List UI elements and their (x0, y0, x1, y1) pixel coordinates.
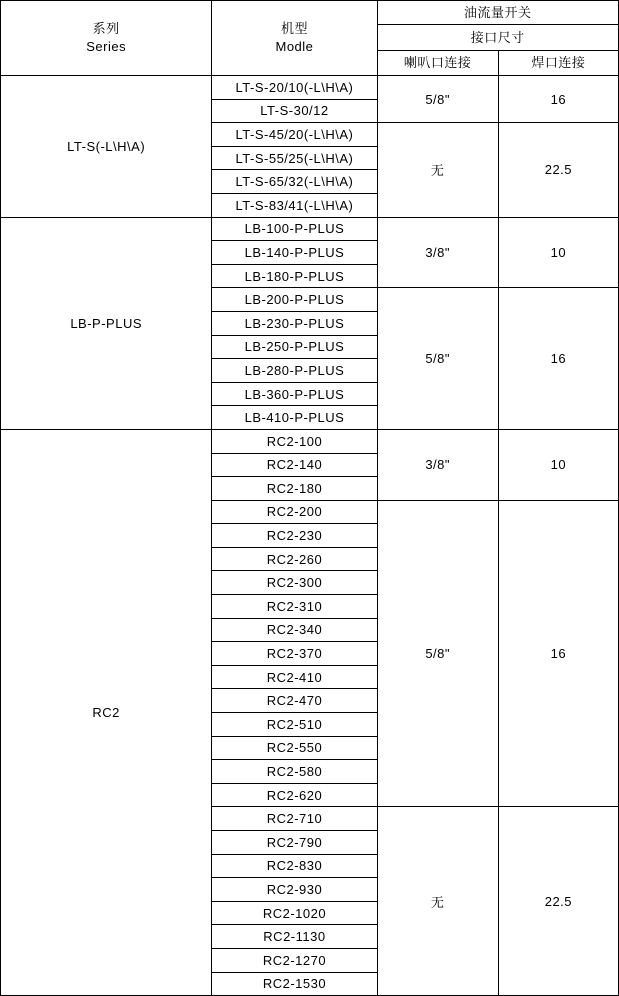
flare-value-cell: 5/8" (377, 76, 498, 123)
model-cell: LB-360-P-PLUS (212, 382, 377, 406)
model-cell: LB-200-P-PLUS (212, 288, 377, 312)
model-cell: LT-S-65/32(-L\H\A) (212, 170, 377, 194)
model-cell: LB-140-P-PLUS (212, 241, 377, 265)
header-model-cn: 机型 (280, 21, 308, 36)
model-cell: RC2-260 (212, 547, 377, 571)
model-cell: LB-230-P-PLUS (212, 311, 377, 335)
weld-value-cell: 16 (498, 500, 618, 807)
table-row (1, 76, 619, 100)
model-cell: LB-180-P-PLUS (212, 264, 377, 288)
header-model-en: Modle (275, 39, 314, 54)
flare-value-cell: 3/8" (377, 429, 498, 500)
model-cell: RC2-470 (212, 689, 377, 713)
model-cell: LB-280-P-PLUS (212, 359, 377, 383)
model-cell: RC2-140 (212, 453, 377, 477)
weld-value-cell: 16 (498, 288, 618, 430)
model-cell: RC2-410 (212, 665, 377, 689)
model-cell: LB-410-P-PLUS (212, 406, 377, 430)
weld-value-cell: 10 (498, 217, 618, 288)
model-cell: RC2-230 (212, 524, 377, 548)
flare-value-cell: 3/8" (377, 217, 498, 288)
flare-value-cell: 5/8" (377, 500, 498, 807)
table-row (1, 429, 619, 453)
model-cell: RC2-180 (212, 477, 377, 501)
header-group-title: 油流量开关 (377, 1, 618, 25)
flare-value-cell: 5/8" (377, 288, 498, 430)
model-cell: RC2-310 (212, 595, 377, 619)
model-cell: RC2-580 (212, 760, 377, 784)
model-cell: RC2-1270 (212, 948, 377, 972)
model-cell: LT-S-55/25(-L\H\A) (212, 146, 377, 170)
model-cell: RC2-1020 (212, 901, 377, 925)
table-row (1, 217, 619, 241)
header-series (1, 1, 212, 76)
header-series-en: Series (86, 39, 127, 54)
weld-value-cell: 10 (498, 429, 618, 500)
model-cell: LT-S-20/10(-L\H\A) (212, 76, 377, 100)
model-cell: RC2-100 (212, 429, 377, 453)
model-cell: RC2-370 (212, 642, 377, 666)
model-cell: RC2-1530 (212, 972, 377, 996)
model-cell: RC2-510 (212, 713, 377, 737)
model-cell: LT-S-30/12 (212, 99, 377, 123)
weld-value-cell: 22.5 (498, 807, 618, 996)
model-cell: RC2-710 (212, 807, 377, 831)
model-cell: LT-S-83/41(-L\H\A) (212, 193, 377, 217)
series-cell: LT-S(-L\H\A) (1, 76, 212, 218)
model-cell: RC2-300 (212, 571, 377, 595)
flare-value-cell: 无 (377, 807, 498, 996)
model-cell: RC2-340 (212, 618, 377, 642)
series-cell: LB-P-PLUS (1, 217, 212, 429)
weld-value-cell: 16 (498, 76, 618, 123)
model-cell: RC2-550 (212, 736, 377, 760)
model-cell: RC2-1130 (212, 925, 377, 949)
model-cell: RC2-620 (212, 783, 377, 807)
table-body (1, 76, 619, 996)
model-cell: LB-250-P-PLUS (212, 335, 377, 359)
model-cell: RC2-930 (212, 878, 377, 902)
model-cell: LT-S-45/20(-L\H\A) (212, 123, 377, 147)
model-cell: RC2-790 (212, 831, 377, 855)
header-series-cn: 系列 (92, 21, 120, 36)
flare-value-cell: 无 (377, 123, 498, 217)
weld-value-cell: 22.5 (498, 123, 618, 217)
table-header (1, 1, 619, 76)
header-model (212, 1, 377, 76)
model-cell: LB-100-P-PLUS (212, 217, 377, 241)
header-weld-connection: 焊口连接 (498, 51, 618, 76)
model-cell: RC2-200 (212, 500, 377, 524)
model-cell: RC2-830 (212, 854, 377, 878)
header-group-sub: 接口尺寸 (377, 25, 618, 51)
series-cell: RC2 (1, 429, 212, 995)
header-flare-connection: 喇叭口连接 (377, 51, 498, 76)
